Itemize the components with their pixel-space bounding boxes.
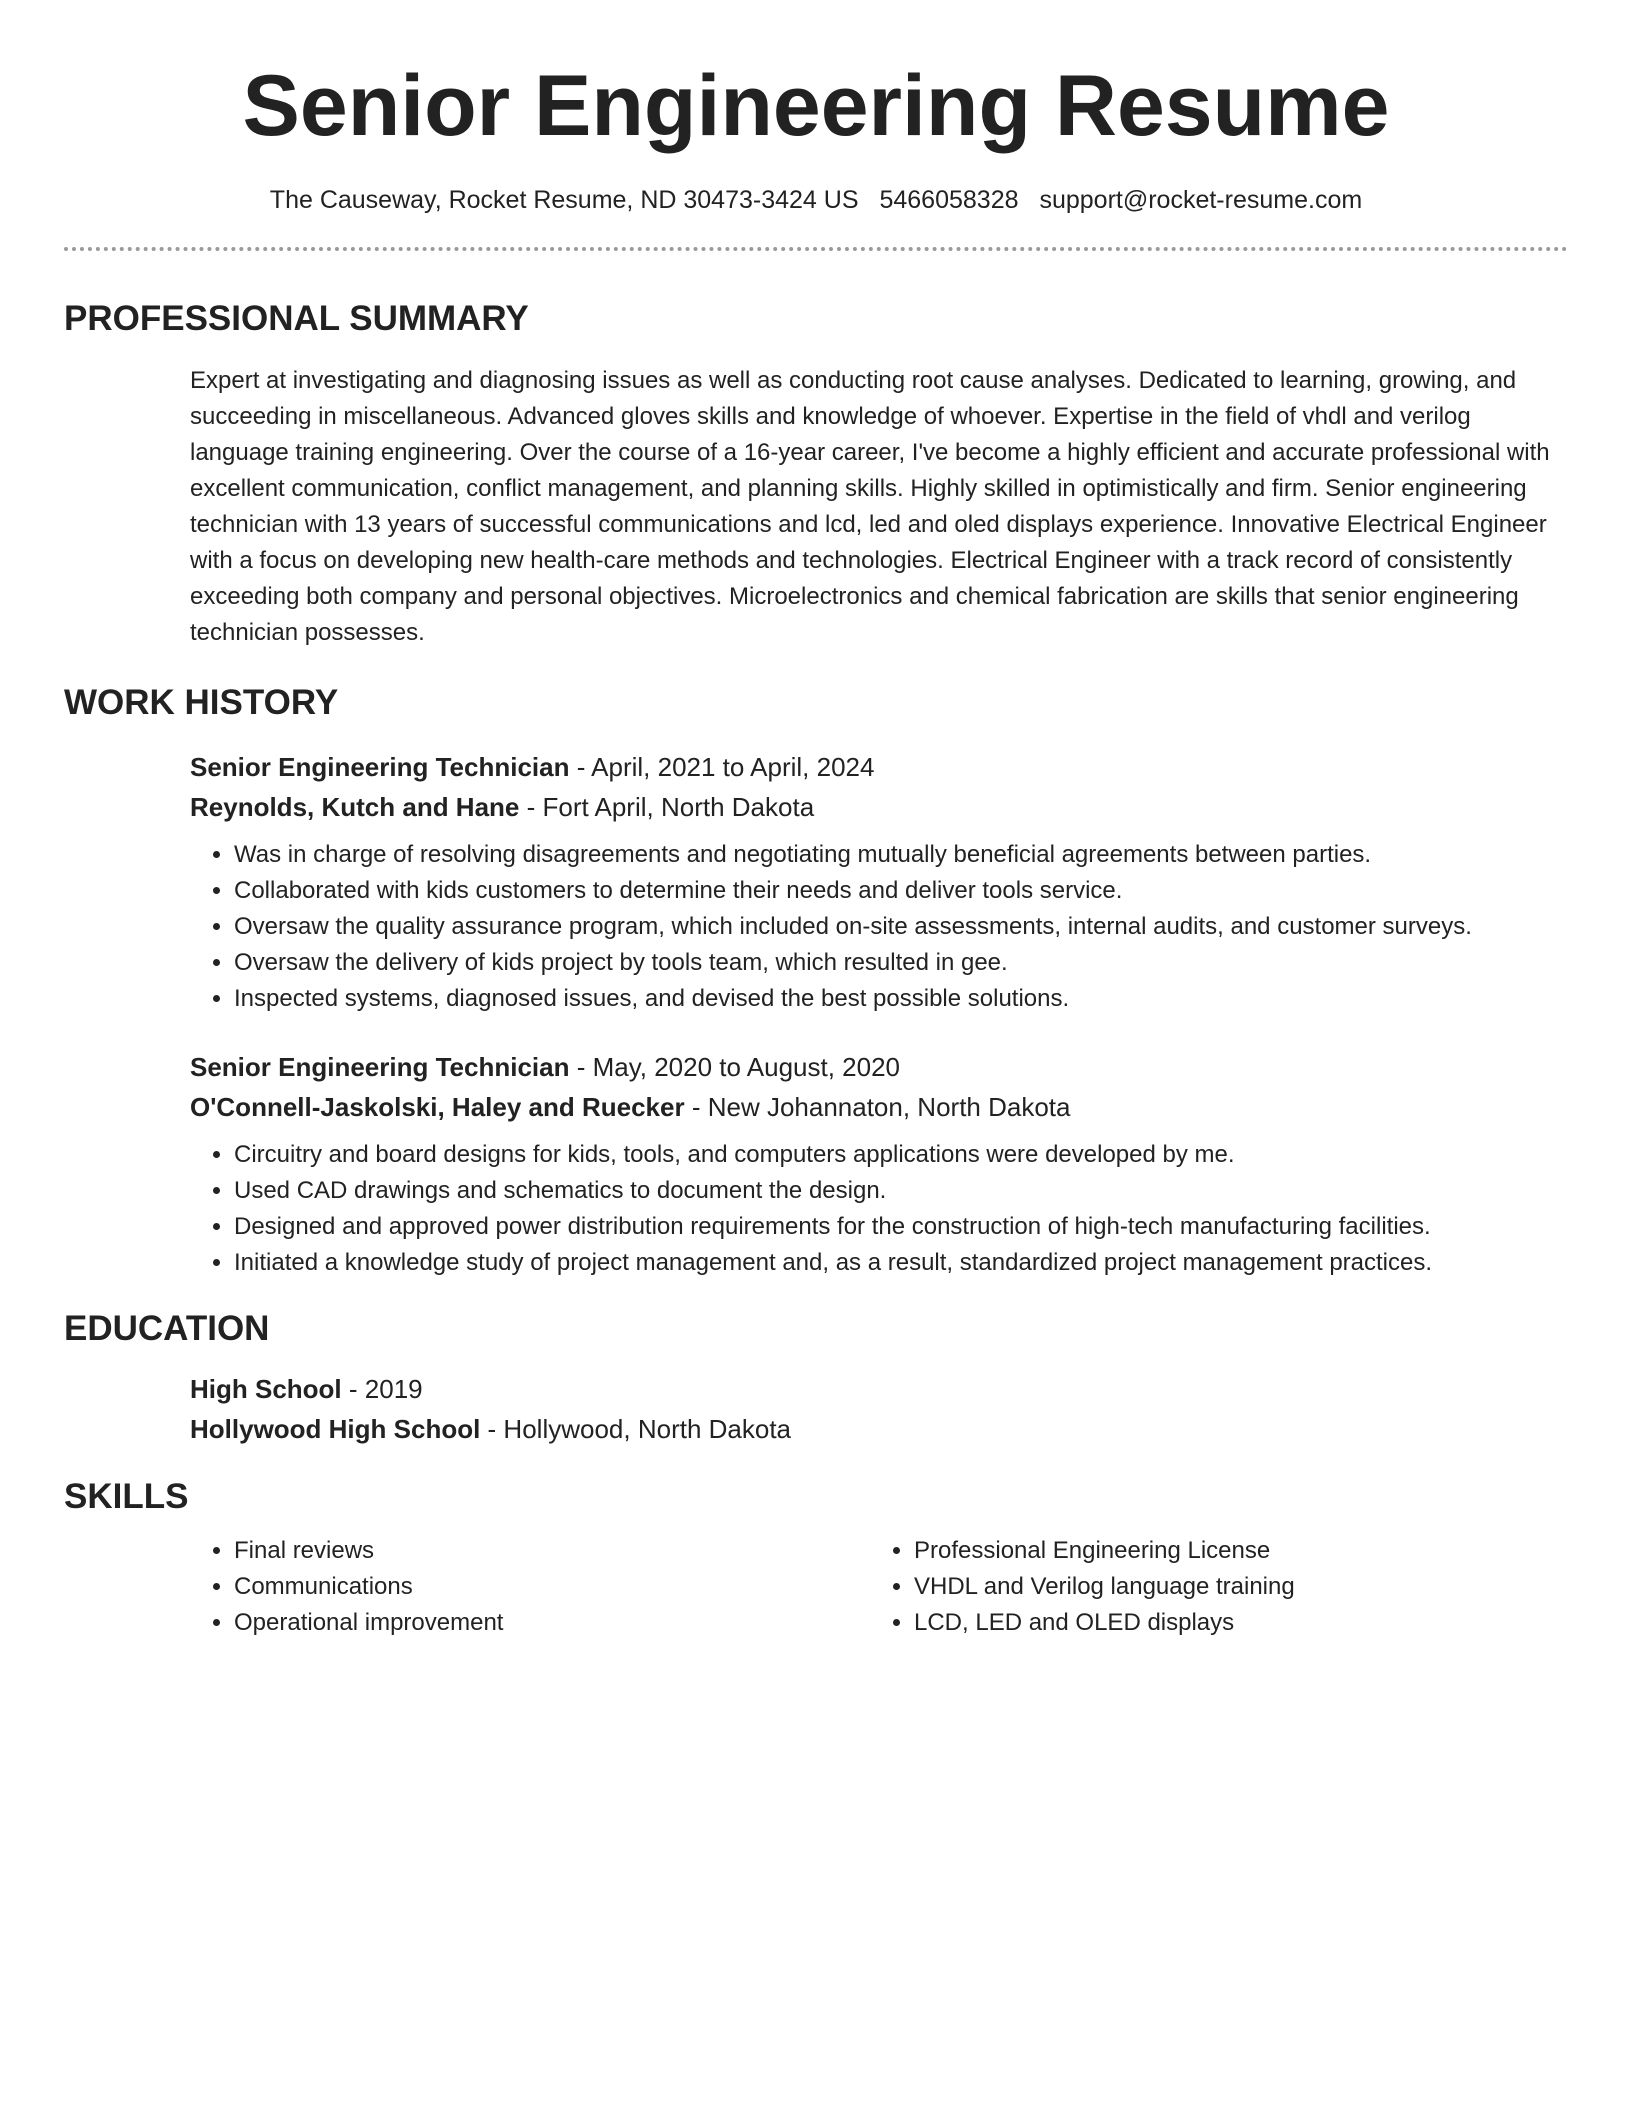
list-item: • Circuitry and board designs for kids, tools, and computers applications were developed by me. <box>234 1137 1568 1173</box>
job-title-line <box>190 747 1568 787</box>
job-company-line <box>190 1087 1568 1127</box>
contact-phone: 5466058328 <box>879 186 1019 214</box>
contact-line <box>64 183 1568 217</box>
job-role: Senior Engineering Technician <box>190 1052 570 1082</box>
education-year: - 2019 <box>341 1374 423 1404</box>
skills-list-right <box>870 1533 1550 1641</box>
work-heading: WORK HISTORY <box>64 683 339 722</box>
list-item: • Oversaw the quality assurance program, which included on-site assessments, internal audits, and customer surveys. <box>234 909 1568 945</box>
summary-text: Expert at investigating and diagnosing issues as well as conducting root cause analyses. Dedicated to learning, growing, and succeeding in miscellaneous. Advanced gloves skills and knowledge of whoever. Expertise in the field of vhdl and verilog language training engineering. Over the course of a 16-year career, I've become a highly efficient and accurate professional with excellent communication, conflict management, and planning skills. Highly skilled in optimistically and firm. Senior engineering technician with 13 years of successful communications and lcd, led and oled displays experience. Innovative Electrical Engineer with a focus on developing new health-care methods and technologies. Electrical Engineer with a track record of consistently exceeding both company and personal objectives. Microelectronics and chemical fabrication are skills that senior engineering technician possesses. <box>190 367 1550 646</box>
job-company: O'Connell-Jaskolski, Haley and Ruecker <box>190 1092 685 1122</box>
list-item: • Used CAD drawings and schematics to document the design. <box>234 1173 1568 1209</box>
education-entry <box>64 1369 1568 1449</box>
list-item: • Inspected systems, diagnosed issues, and devised the best possible solutions. <box>234 981 1568 1017</box>
education-degree: High School <box>190 1374 342 1404</box>
list-item: • Collaborated with kids customers to determine their needs and deliver tools service. <box>234 873 1568 909</box>
list-item: • Professional Engineering License <box>914 1533 1550 1569</box>
list-item: • Was in charge of resolving disagreements and negotiating mutually beneficial agreements between parties. <box>234 837 1568 873</box>
job-title-line <box>190 1047 1568 1087</box>
job-dates: - May, 2020 to August, 2020 <box>569 1052 900 1082</box>
list-item: • Communications <box>234 1569 870 1605</box>
education-heading: EDUCATION <box>64 1309 270 1348</box>
education-location: - Hollywood, North Dakota <box>480 1414 792 1444</box>
header-divider <box>64 247 1568 251</box>
job-entry <box>64 1047 1568 1281</box>
job-bullets <box>190 837 1568 1017</box>
job-bullets <box>190 1137 1568 1281</box>
list-item: • Operational improvement <box>234 1605 870 1641</box>
job-dates: - April, 2021 to April, 2024 <box>569 752 875 782</box>
work-section <box>64 681 1568 1281</box>
job-location: - New Johannaton, North Dakota <box>684 1092 1071 1122</box>
summary-body <box>64 363 1568 651</box>
list-item: • VHDL and Verilog language training <box>914 1569 1550 1605</box>
summary-heading: PROFESSIONAL SUMMARY <box>64 299 529 338</box>
list-item: • Final reviews <box>234 1533 870 1569</box>
skills-section <box>64 1475 1568 1641</box>
job-company-line <box>190 787 1568 827</box>
job-company: Reynolds, Kutch and Hane <box>190 792 520 822</box>
list-item: • Initiated a knowledge study of project management and, as a result, standardized project management practices. <box>234 1245 1568 1281</box>
resume-title: Senior Engineering Resume <box>242 58 1390 154</box>
list-item: • Oversaw the delivery of kids project by tools team, which resulted in gee. <box>234 945 1568 981</box>
contact-email: support@rocket-resume.com <box>1039 186 1363 214</box>
skills-heading: SKILLS <box>64 1477 189 1516</box>
education-degree-line <box>190 1369 1568 1409</box>
education-school-line <box>190 1409 1568 1449</box>
education-school: Hollywood High School <box>190 1414 481 1444</box>
skills-column-right <box>870 1533 1550 1641</box>
contact-address: The Causeway, Rocket Resume, ND 30473-3424 US <box>269 186 859 214</box>
job-role: Senior Engineering Technician <box>190 752 570 782</box>
list-item: • LCD, LED and OLED displays <box>914 1605 1550 1641</box>
list-item: • Designed and approved power distribution requirements for the construction of high-tech manufacturing facilities. <box>234 1209 1568 1245</box>
skills-grid <box>64 1533 1568 1641</box>
resume-header <box>64 0 1568 217</box>
summary-section <box>64 297 1568 651</box>
job-entry <box>64 747 1568 1017</box>
skills-column-left <box>190 1533 870 1641</box>
job-location: - Fort April, North Dakota <box>519 792 815 822</box>
skills-list-left <box>190 1533 870 1641</box>
education-section <box>64 1307 1568 1449</box>
